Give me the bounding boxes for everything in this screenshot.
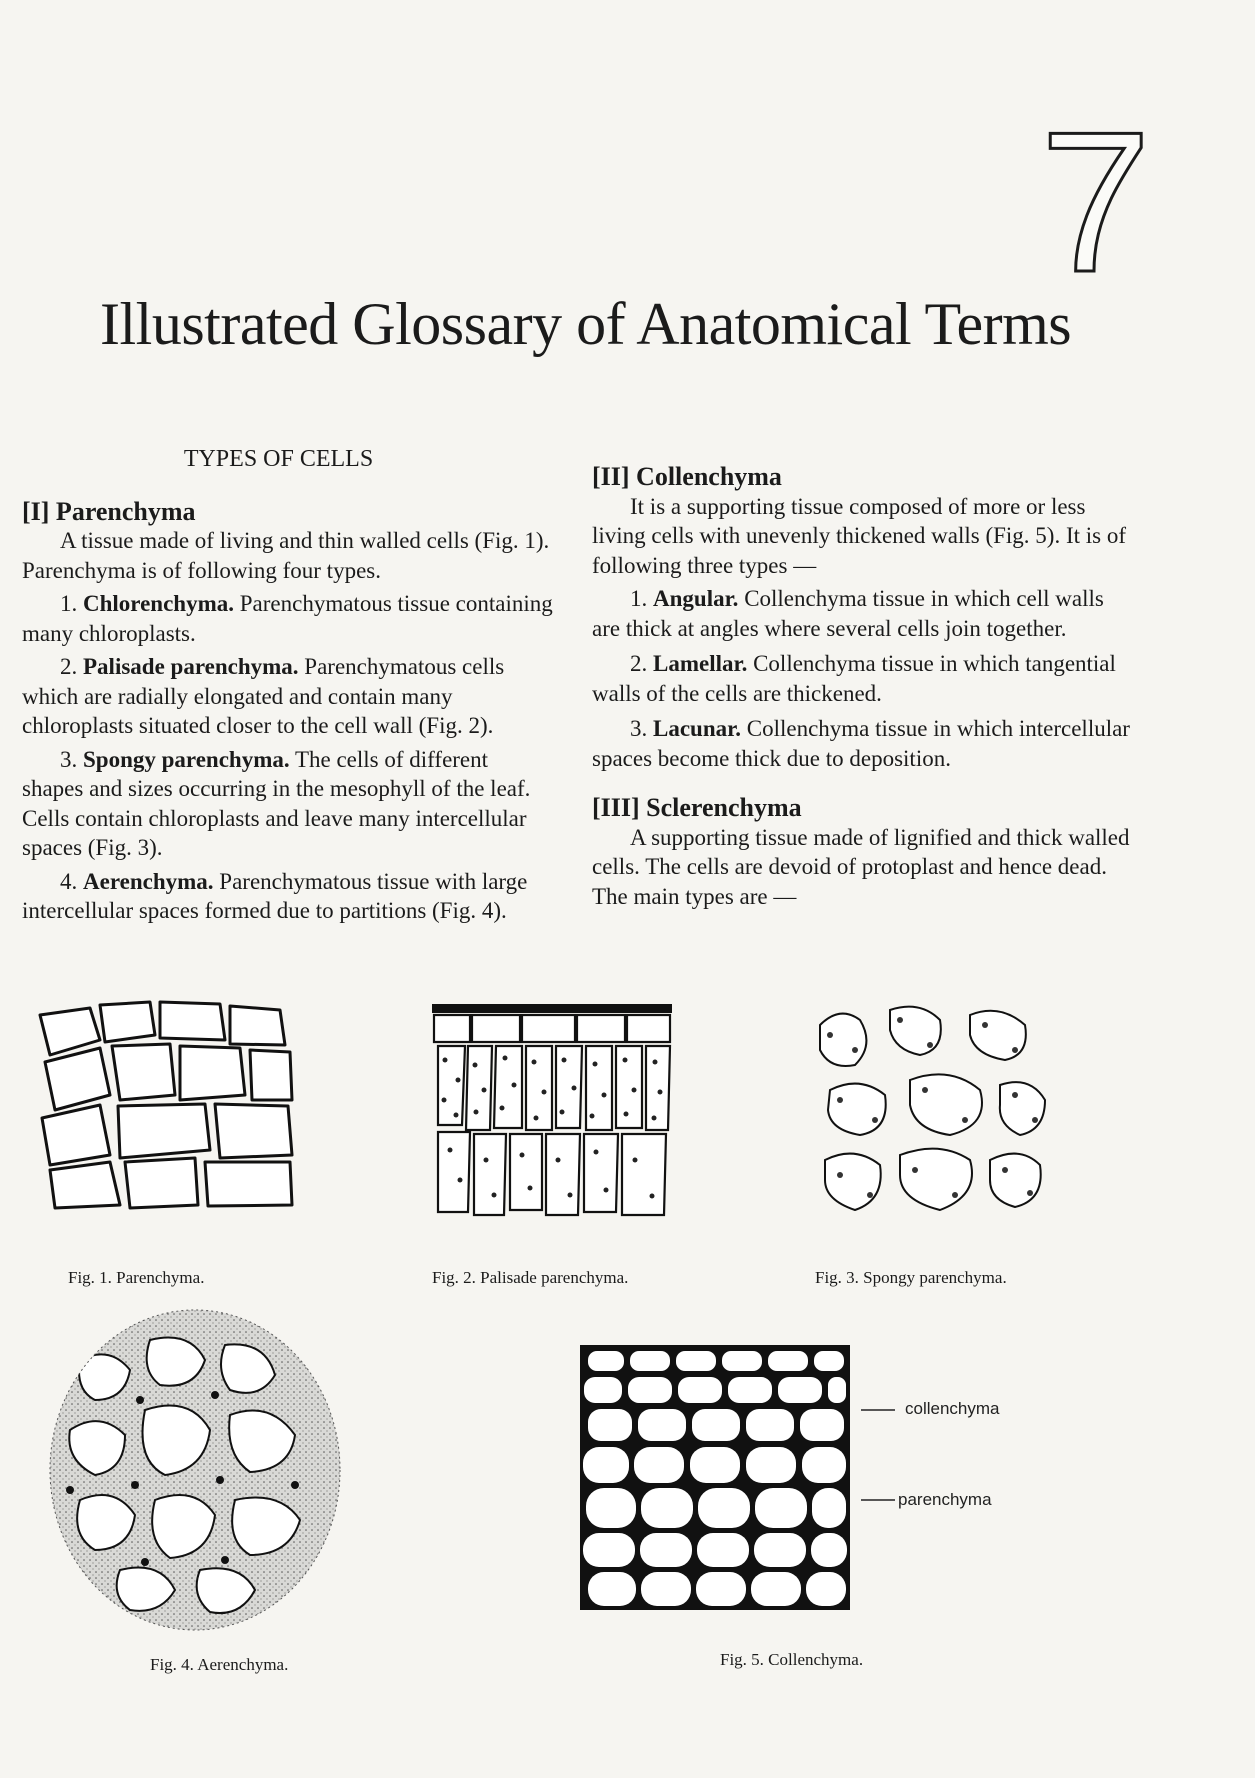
collenchyma-heading: [II] Collenchyma [592,462,782,491]
item-term: Aerenchyma. [83,868,214,894]
page-title: Illustrated Glossary of Anatomical Terms [100,291,1072,357]
item-term: Angular. [653,586,739,611]
fig3-spongy-drawing [800,995,1060,1235]
item-number: 4. [60,868,78,894]
fig2-palisade-drawing [430,1000,680,1250]
fig4-aerenchyma-drawing [40,1300,350,1640]
item-number: 1. [630,586,648,611]
item-term: Chlorenchyma. [83,591,234,616]
item-text: Parenchymatous tissue with large intercellular spaces formed due to partitions (Fig. 4). [22,868,528,923]
item-number: 3. [60,746,78,772]
parenchyma-item-1 [22,589,555,648]
right-column [592,462,1135,911]
left-column [22,445,555,926]
collenchyma-item-1 [592,584,1135,643]
fig5-caption: Fig. 5. Collenchyma. [720,1650,864,1669]
item-term: Lamellar. [653,651,748,676]
fig3-caption: Fig. 3. Spongy parenchyma. [815,1268,1007,1287]
fig1-caption: Fig. 1. Parenchyma. [68,1268,205,1287]
parenchyma-intro: A tissue made of living and thin walled cells (Fig. 1). Parenchyma is of following four types. [22,528,550,583]
item-term: Palisade parenchyma. [83,654,299,679]
item-number: 1. [60,591,78,616]
item-text: Collenchyma tissue in which tangential walls of the cells are thickened. [592,651,1116,706]
collenchyma-item-3 [592,714,1135,773]
parenchyma-item-2 [22,652,555,741]
fig4-caption: Fig. 4. Aerenchyma. [150,1655,289,1674]
parenchyma-heading: [I] Parenchyma [22,496,196,526]
fig5-collenchyma-drawing [580,1345,850,1610]
item-text: The cells of different shapes and sizes occurring in the mesophyll of the leaf. Cells contain chloroplasts and leave many intercellular spaces (Fig. 3). [22,746,531,860]
sclerenchyma-heading: [III] Sclerenchyma [592,793,802,822]
item-text: Collenchyma tissue in which cell walls are thick at angles where several cells join together. [592,586,1104,641]
item-number: 2. [630,651,648,676]
fig2-caption: Fig. 2. Palisade parenchyma. [432,1268,629,1287]
item-number: 2. [60,654,78,679]
fig5-label-collenchyma: collenchyma [905,1399,1000,1418]
types-heading: TYPES OF CELLS [183,446,374,472]
item-text: Collenchyma tissue in which intercellular spaces become thick due to deposition. [592,716,1130,771]
collenchyma-item-2 [592,649,1135,708]
item-text: Parenchymatous cells which are radially elongated and contain many chloroplasts situated closer to the cell wall (Fig. 2). [22,654,505,738]
parenchyma-item-3 [22,745,555,863]
parenchyma-item-4 [22,867,555,926]
item-term: Lacunar. [653,716,741,741]
item-number: 3. [630,716,648,741]
collenchyma-intro: It is a supporting tissue composed of more or less living cells with unevenly thickened walls (Fig. 5). It is of following three types — [592,493,1127,578]
item-text: Parenchymatous tissue containing many chloroplasts. [22,591,553,646]
fig1-parenchyma-drawing [30,1000,310,1215]
fig5-label-parenchyma: parenchyma [898,1490,992,1509]
sclerenchyma-intro: A supporting tissue made of lignified and thick walled cells. The cells are devoid of protoplast and hence dead. The main types are — [592,824,1130,909]
item-term: Spongy parenchyma. [83,746,290,772]
chapter-number: 7 [1040,91,1152,314]
